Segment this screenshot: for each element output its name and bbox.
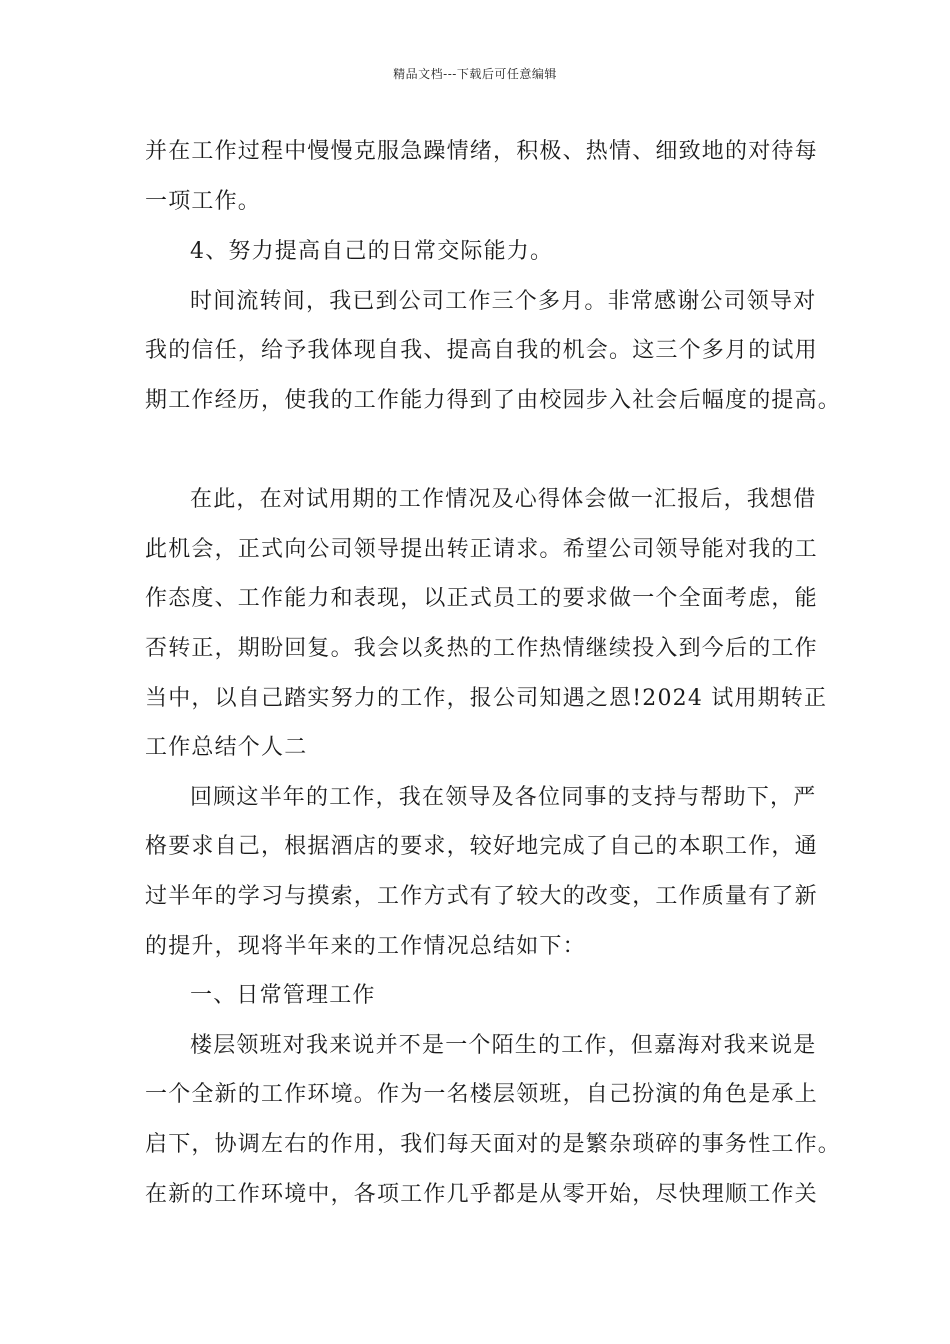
body-line: 工作总结个人二 <box>145 735 308 760</box>
body-line: 时间流转间，我已到公司工作三个多月。非常感谢公司领导对 <box>190 289 817 314</box>
body-line: 当中，以自己踏实努力的工作，报公司知遇之恩!2024 试用期转正 <box>145 686 828 711</box>
page-header: 精品文档---下载后可任意编辑 <box>393 67 557 81</box>
body-line: 回顾这半年的工作，我在领导及各位同事的支持与帮助下，严 <box>190 785 817 810</box>
body-line: 在新的工作环境中，各项工作几乎都是从零开始，尽快理顺工作关 <box>145 1182 818 1207</box>
body-line: 的提升，现将半年来的工作情况总结如下： <box>145 934 586 959</box>
body-line: 期工作经历，使我的工作能力得到了由校园步入社会后幅度的提高。 <box>145 388 842 413</box>
body-line: 4、努力提高自己的日常交际能力。 <box>190 239 554 264</box>
section-heading: 一、日常管理工作 <box>190 983 376 1008</box>
body-line: 格要求自己，根据酒店的要求，较好地完成了自己的本职工作，通 <box>145 834 818 859</box>
body-line: 一个全新的工作环境。作为一名楼层领班，自己扮演的角色是承上 <box>145 1082 818 1107</box>
body-line: 作态度、工作能力和表现，以正式员工的要求做一个全面考虑，能 <box>145 586 818 611</box>
body-line: 一项工作。 <box>145 189 262 214</box>
body-line: 在此，在对试用期的工作情况及心得体会做一汇报后，我想借 <box>190 487 817 512</box>
body-line: 此机会，正式向公司领导提出转正请求。希望公司领导能对我的工 <box>145 537 818 562</box>
body-line: 楼层领班对我来说并不是一个陌生的工作，但嘉海对我来说是 <box>190 1033 817 1058</box>
body-line: 过半年的学习与摸索，工作方式有了较大的改变，工作质量有了新 <box>145 884 818 909</box>
body-line: 否转正，期盼回复。我会以炙热的工作热情继续投入到今后的工作 <box>145 636 818 661</box>
body-line: 启下，协调左右的作用，我们每天面对的是繁杂琐碎的事务性工作。 <box>145 1132 842 1157</box>
body-line: 并在工作过程中慢慢克服急躁情绪，积极、热情、细致地的对待每 <box>145 139 818 164</box>
body-line: 我的信任，给予我体现自我、提高自我的机会。这三个多月的试用 <box>145 338 818 363</box>
